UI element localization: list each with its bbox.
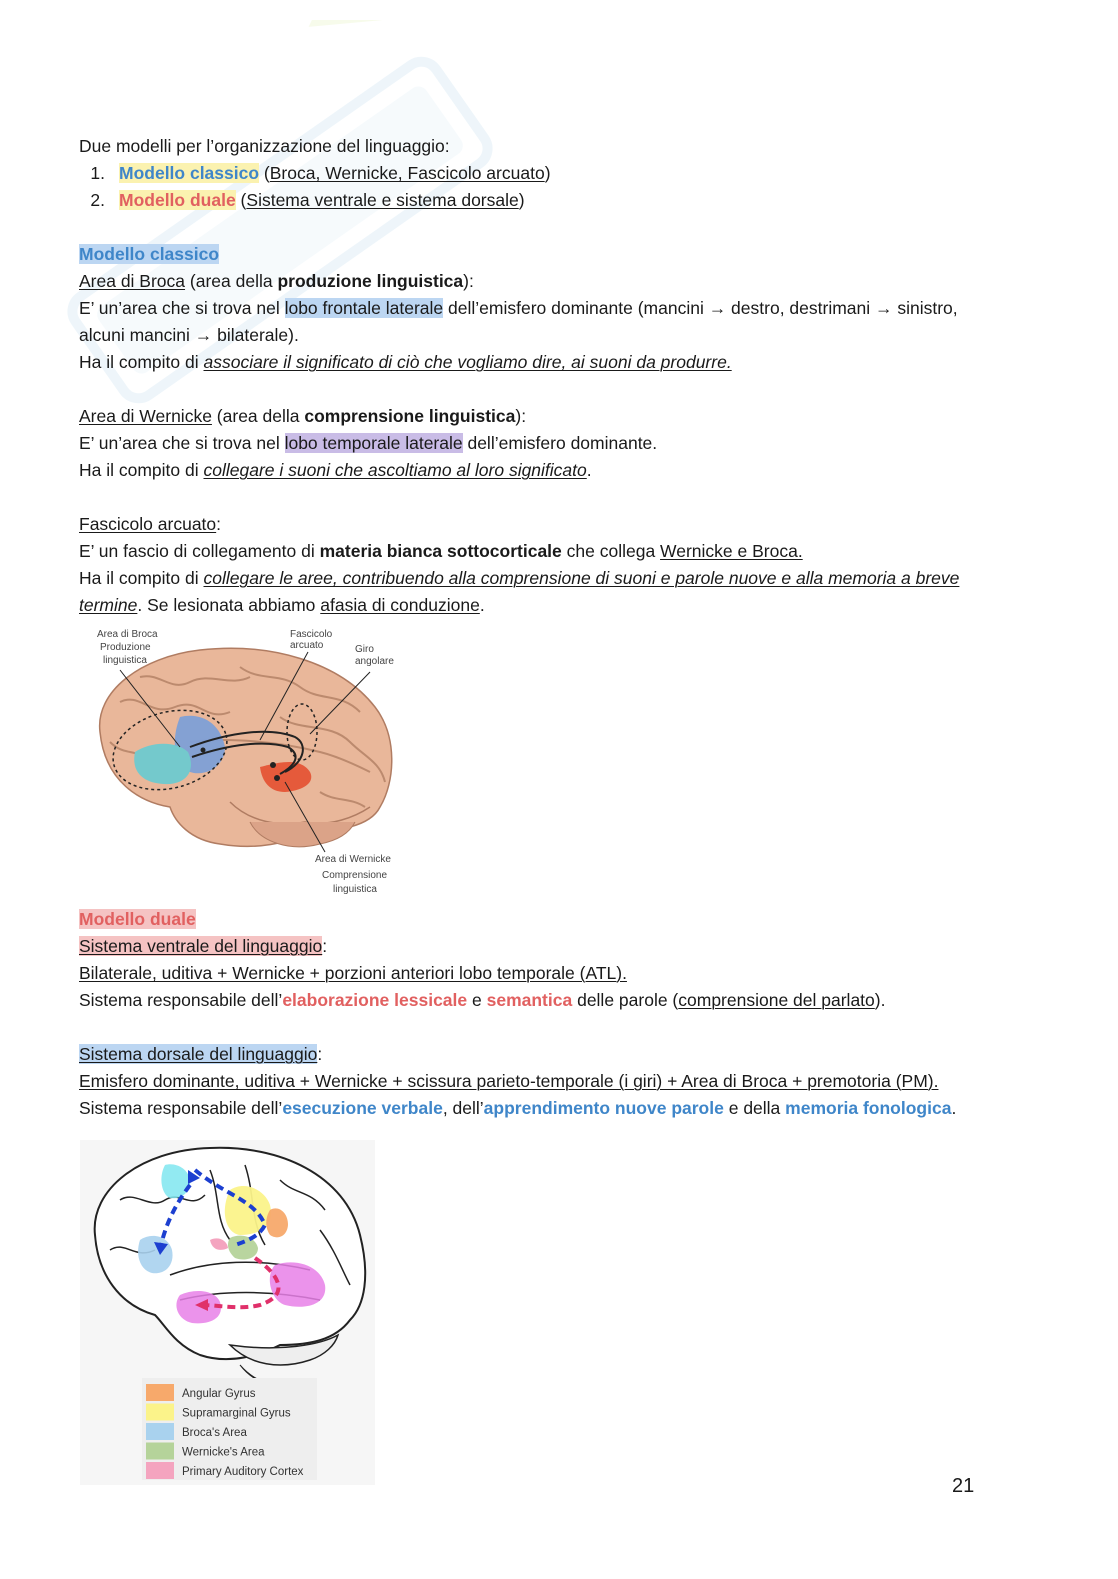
label-angolare: angolare bbox=[355, 656, 394, 667]
legend-label: Primary Auditory Cortex bbox=[182, 1466, 304, 1478]
label-comprensione: Comprensione bbox=[322, 870, 388, 881]
legend-label: Broca's Area bbox=[182, 1427, 247, 1439]
broca-line-1: E’ un’area che si trova nel lobo frontale laterale dell’emisfero dominante (mancini → destro, destrimani → sinistro, bbox=[79, 298, 958, 318]
legend-swatch bbox=[146, 1404, 174, 1421]
label-linguistica-1: linguistica bbox=[103, 655, 147, 666]
brain-dual-figure bbox=[80, 1140, 375, 1485]
list-item-duale: 2. Modello duale (Sistema ventrale e sistema dorsale) bbox=[90, 190, 525, 210]
label-area-wernicke: Area di Wernicke bbox=[315, 854, 391, 865]
page-number: 21 bbox=[952, 1475, 975, 1497]
section-heading-duale: Modello duale bbox=[79, 909, 196, 929]
legend-label: Wernicke's Area bbox=[182, 1446, 265, 1459]
broca-line-2: alcuni mancini → bilaterale). bbox=[79, 325, 299, 345]
list-item-classico: 1. Modello classico (Broca, Wernicke, Fascicolo arcuato) bbox=[90, 163, 551, 183]
intro-title: Due modelli per l’organizzazione del linguaggio: bbox=[79, 136, 450, 156]
legend-swatch bbox=[146, 1384, 174, 1401]
wernicke-line-1: E’ un’area che si trova nel lobo temporale laterale dell’emisfero dominante. bbox=[79, 433, 658, 453]
fascicolo-line-3: termine. Se lesionata abbiamo afasia di conduzione. bbox=[79, 595, 485, 615]
broca-title: Area di Broca (area della produzione linguistica): bbox=[79, 271, 474, 291]
broca-line-3: Ha il compito di associare il significato di ciò che vogliamo dire, ai suoni da produrre. bbox=[79, 352, 732, 372]
brain-classic-figure bbox=[80, 622, 410, 897]
ventrale-line-1: Bilaterale, uditiva + Wernicke + porzioni anteriori lobo temporale (ATL). bbox=[79, 963, 627, 983]
wernicke-title: Area di Wernicke (area della comprensione linguistica): bbox=[79, 406, 527, 426]
label-giro: Giro bbox=[355, 644, 374, 655]
label-produzione: Produzione bbox=[100, 642, 151, 653]
label-fascicolo: Fascicolo bbox=[290, 629, 333, 640]
watermark-logo bbox=[20, 20, 540, 440]
fascicolo-title: Fascicolo arcuato: bbox=[79, 514, 222, 534]
label-arcuato: arcuato bbox=[290, 640, 324, 651]
legend-swatch bbox=[146, 1423, 174, 1440]
dorsale-title: Sistema dorsale del linguaggio: bbox=[79, 1044, 323, 1064]
legend-swatch bbox=[146, 1443, 174, 1460]
ventrale-title: Sistema ventrale del linguaggio: bbox=[79, 936, 328, 956]
dorsale-line-2: Sistema responsabile dell’esecuzione verbale, dell’apprendimento nuove parole e della memoria fonologica. bbox=[79, 1098, 957, 1118]
dorsale-line-1: Emisfero dominante, uditiva + Wernicke + scissura parieto-temporale (i giri) + Area di Broca + premotoria (PM). bbox=[79, 1071, 939, 1091]
legend-label: Supramarginal Gyrus bbox=[182, 1407, 291, 1420]
wernicke-line-2: Ha il compito di collegare i suoni che ascoltiamo al loro significato. bbox=[79, 460, 592, 480]
label-linguistica-2: linguistica bbox=[333, 884, 377, 895]
ventrale-line-2: Sistema responsabile dell’elaborazione lessicale e semantica delle parole (comprensione del parlato). bbox=[79, 990, 886, 1010]
label-area-broca: Area di Broca bbox=[97, 629, 158, 640]
fascicolo-line-2: Ha il compito di collegare le aree, contribuendo alla comprensione di suoni e parole nuove e alla memoria a breve bbox=[79, 568, 960, 588]
legend-swatch bbox=[146, 1462, 174, 1479]
section-heading-classico: Modello classico bbox=[79, 244, 220, 264]
legend-label: Angular Gyrus bbox=[182, 1388, 256, 1400]
fascicolo-line-1: E’ un fascio di collegamento di materia bianca sottocorticale che collega Wernicke e Broca. bbox=[79, 541, 803, 561]
